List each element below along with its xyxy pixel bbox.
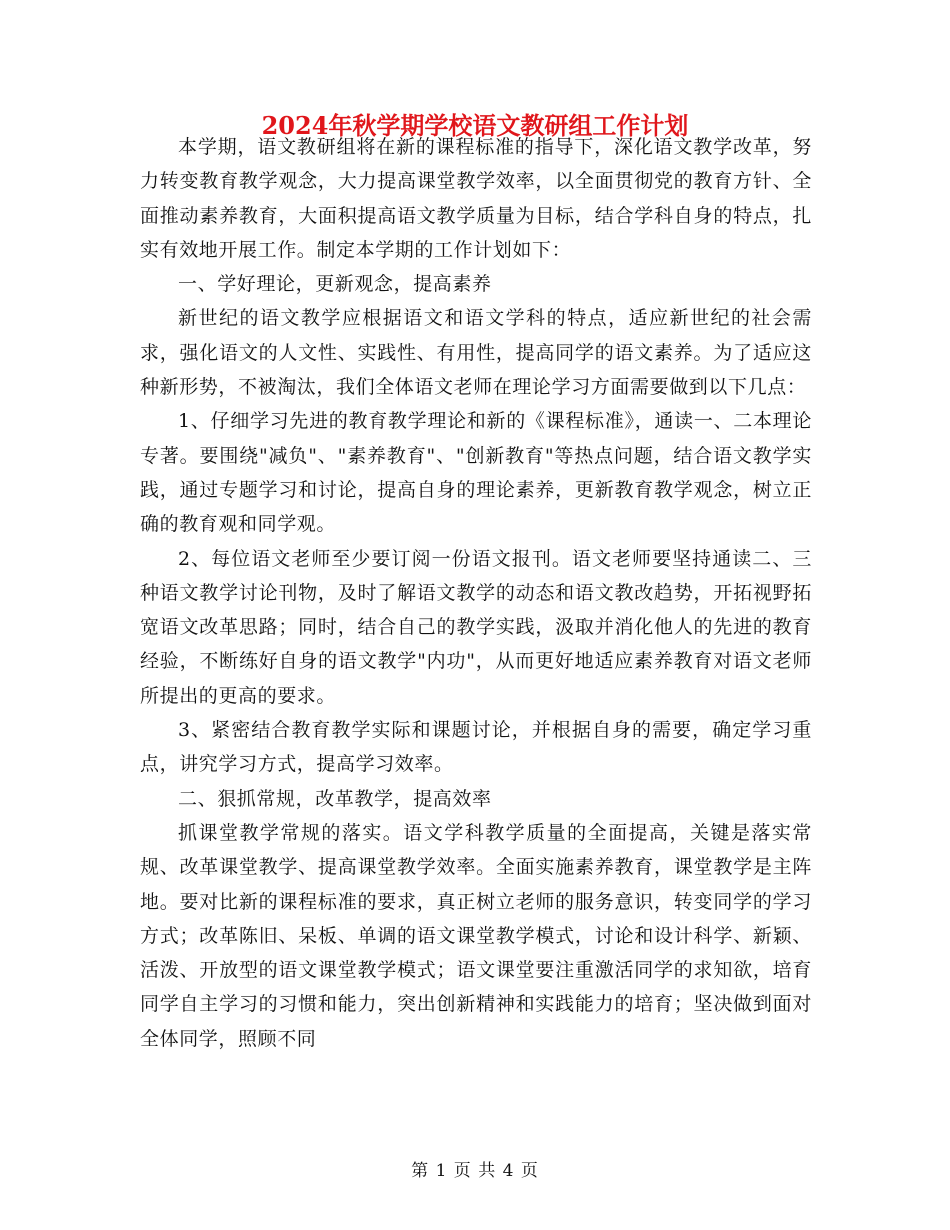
paragraph-intro: 本学期，语文教研组将在新的课程标准的指导下，深化语文教学改革，努力转变教育教学观念，大力提高课堂教学效率，以全面贯彻党的教育方针、全面推动素养教育，大面积提高语文教学质量为目标，结合学科自身的特点，扎实有效地开展工作。制定本学期的工作计划如下： [140, 136, 812, 261]
page-number-footer: 第 1 页 共 4 页 [411, 1161, 539, 1181]
list-item-1: 1、仔细学习先进的教育教学理论和新的《课程标准》，通读一、二本理论专著。要围绕"减负"、"素养教育"、"创新教育"等热点问题，结合语文教学实践，通过专题学习和讨论，提高自身的理论素养，更新教育教学观念，树立正确的教育观和同学观。 [140, 410, 812, 536]
paragraph-section-1: 新世纪的语文教学应根据语文和语文学科的特点，适应新世纪的社会需求，强化语文的人文性、实践性、有用性，提高同学的语文素养。为了适应这种新形势，不被淘汰，我们全体语文老师在理论学习方面需要做到以下几点： [140, 307, 812, 399]
paragraph-section-2: 抓课堂教学常规的落实。语文学科教学质量的全面提高，关键是落实常规、改革课堂教学、提高课堂教学效率。全面实施素养教育，课堂教学是主阵地。要对比新的课程标准的要求，真正树立老师的服务意识，转变同学的学习方式；改革陈旧、呆板、单调的语文课堂教学模式，讨论和设计科学、新颖、活泼、开放型的语文课堂教学模式；语文课堂要注重激活同学的求知欲，培育同学自主学习的习惯和能力，突出创新精神和实践能力的培育；坚决做到面对全体同学，照顾不同 [140, 821, 812, 1050]
list-item-2: 2、每位语文老师至少要订阅一份语文报刊。语文老师要坚持通读二、三种语文教学讨论刊物，及时了解语文教学的动态和语文教改趋势，开拓视野拓宽语文改革思路；同时，结合自己的教学实践，汲取并消化他人的先进的教育经验，不断练好自身的语文教学"内功"，从而更好地适应素养教育对语文老师所提出的更高的要求。 [140, 547, 812, 707]
list-item-3: 3、紧密结合教育教学实际和课题讨论，并根据自身的需要，确定学习重点，讲究学习方式，提高学习效率。 [140, 719, 812, 776]
document-title: 2024年秋学期学校语文教研组工作计划 [261, 111, 689, 140]
document-body [140, 130, 812, 1056]
section-heading-1: 一、学好理论，更新观念，提高素养 [178, 273, 492, 296]
section-heading-2: 二、狠抓常规，改革教学，提高效率 [178, 787, 492, 810]
